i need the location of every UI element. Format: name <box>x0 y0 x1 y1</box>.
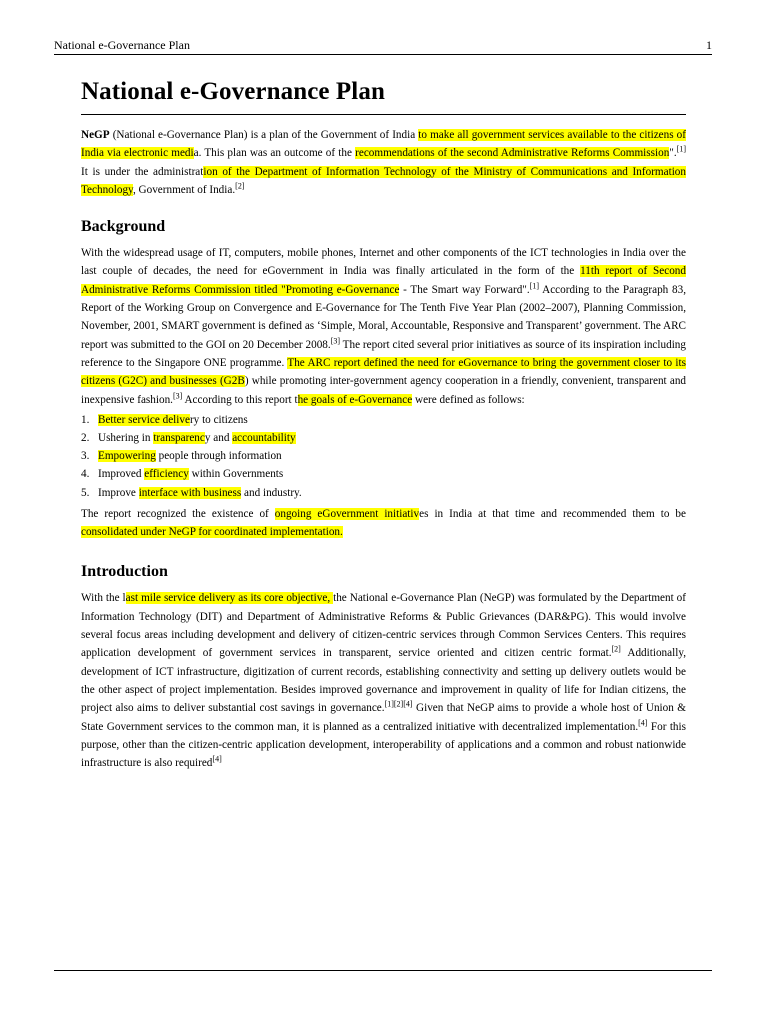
text-span: and industry. <box>241 486 302 499</box>
text-span: Ushering in <box>98 432 154 445</box>
text-span: (National e-Governance Plan) is a plan of the Government of India <box>109 129 419 141</box>
citation-link[interactable]: [1] <box>676 144 686 154</box>
text-span: ry to citizens <box>189 413 248 426</box>
text-span: For this purpose, other than the citizen-centric application development, interoperability of applications and a common and robust nationwide infrastructure is also required <box>81 720 686 770</box>
text-span: ) while promoting inter-government agency cooperation in a friendly, convenient, transparent and inexpensive fashion. <box>81 375 687 406</box>
recognition-paragraph <box>81 505 686 542</box>
text-span: Improve <box>98 486 139 499</box>
goal-number: 3. <box>81 450 90 463</box>
highlight-span: 11th report of Second Administrative Reforms Commission titled "Promoting e-Governance <box>81 265 686 296</box>
citation-link[interactable]: [4] <box>638 717 648 727</box>
goal-number: 2. <box>81 432 90 445</box>
text-span: the National e-Governance Plan (NeGP) was formulated by the Department of Information Technology (DIT) and Department of Administrative Reforms & Public Grievances (DAR&PG). This would involve several focus areas including development and delivery of citizen-centric services through Common Services Centers. This requires application development of government services in transparent, service oriented and citizen centric format. <box>81 592 686 660</box>
running-header <box>54 37 712 53</box>
highlight-span: accountability <box>232 432 296 445</box>
negp-term: NeGP <box>81 129 110 141</box>
highlight-span: ongoing eGovernment initiativ <box>274 507 420 520</box>
title-divider <box>81 114 686 115</box>
text-span: were defined as follows: <box>412 393 525 406</box>
highlight-span: consolidated under NeGP for coordinated implementation. <box>81 526 343 539</box>
article-body <box>81 70 686 772</box>
text-span: It is under the administrat <box>81 165 204 178</box>
highlight-span: Better service delive <box>98 413 190 426</box>
highlight-span: ion of the Department of Information Technology of the Ministry of Communications and Information Technology <box>81 165 686 196</box>
introduction-heading: Introduction <box>81 563 168 581</box>
highlight-span: transparenc <box>153 432 205 445</box>
text-span: y and <box>204 432 233 445</box>
highlight-span: to make all government services available to the citizens of India via electronic medi <box>81 129 687 160</box>
goal-item <box>81 447 686 465</box>
citation-link[interactable]: [1][2][4] <box>384 699 413 709</box>
goal-number: 1. <box>81 413 90 426</box>
text-span: , Government of India. <box>132 183 236 196</box>
citation-link[interactable]: [4] <box>212 754 222 764</box>
goals-list <box>81 411 686 502</box>
text-span: The report cited several prior initiatives as source of its inspiration including reference to the Singapore ONE programme. <box>81 338 686 369</box>
citation-link[interactable]: [1] <box>529 281 539 291</box>
intro-paragraph <box>81 126 686 199</box>
text-span: Additionally, development of ICT infrastructure, digitization of current records, establishing connectivity and setting up delivery outlets would be the other aspect of project implementation. Besides improved governance and improvement in quality of life for Indian citizens, the project also aims to deliver substantial cost savings in governance. <box>81 647 686 715</box>
citation-link[interactable]: [3] <box>330 335 341 345</box>
background-paragraph <box>81 244 686 409</box>
highlight-span: The ARC report defined the need for eGovernance to bring the government closer to its citizens (G2C) and businesses (G2B <box>81 356 687 388</box>
goal-item <box>81 429 686 447</box>
goal-number: 4. <box>81 468 90 481</box>
highlight-span: he goals of e-Governance <box>297 393 413 406</box>
text-span: The report recognized the existence of <box>81 507 275 520</box>
goal-number: 5. <box>81 486 90 499</box>
highlight-span: Empowering <box>98 450 156 463</box>
citation-link[interactable]: [3] <box>172 390 183 400</box>
footer-divider <box>54 970 712 971</box>
text-span: within Governments <box>188 468 284 481</box>
text-span: a. This plan was an outcome of the <box>193 147 356 160</box>
background-heading: Background <box>81 218 166 236</box>
goal-item <box>81 484 686 502</box>
text-span: people through information <box>155 450 282 463</box>
text-span: ". <box>669 147 677 160</box>
goal-item <box>81 465 686 483</box>
citation-link[interactable]: [2] <box>235 181 245 191</box>
introduction-paragraph <box>81 589 686 772</box>
running-title: National e-Governance Plan <box>54 38 190 52</box>
goal-item <box>81 411 686 429</box>
highlight-span: ast mile service delivery as its core objective, <box>125 592 334 605</box>
text-span: With the l <box>81 592 126 605</box>
text-span: According to this report t <box>182 393 298 406</box>
header-divider <box>54 54 712 55</box>
text-span: Improved <box>98 468 145 481</box>
citation-link[interactable]: [2] <box>611 644 621 654</box>
page-number: 1 <box>706 38 712 52</box>
highlight-span: efficiency <box>144 468 189 481</box>
text-span: According to the Paragraph 83, Report of the Working Group on Convergence and E-Governance for The Tenth Five Year Plan (2002–2007), Planning Commission, November, 2001, SMART government is defined as ‘Simple, Moral, Accountable, Responsive and Transparent’ government. The ARC report was submitted to the GOI on 20 December 2008. <box>81 283 686 351</box>
text-span: Given that NeGP aims to provide a whole host of Union & State Government services to the common man, it is planned as a centralized initiative with decentralized implementation. <box>81 702 687 733</box>
highlight-span: interface with business <box>138 486 242 499</box>
text-span: - The Smart way Forward". <box>399 283 530 296</box>
page-title: National e-Governance Plan <box>81 78 385 105</box>
text-span: With the widespread usage of IT, computers, mobile phones, Internet and other components of the ICT technologies in India over the last couple of decades, the need for eGovernment in India was finally articulated in the form of the <box>81 247 686 278</box>
text-span: es in India at that time and recommended them to be <box>419 507 686 520</box>
highlight-span: recommendations of the second Administrative Reforms Commission <box>355 147 670 160</box>
